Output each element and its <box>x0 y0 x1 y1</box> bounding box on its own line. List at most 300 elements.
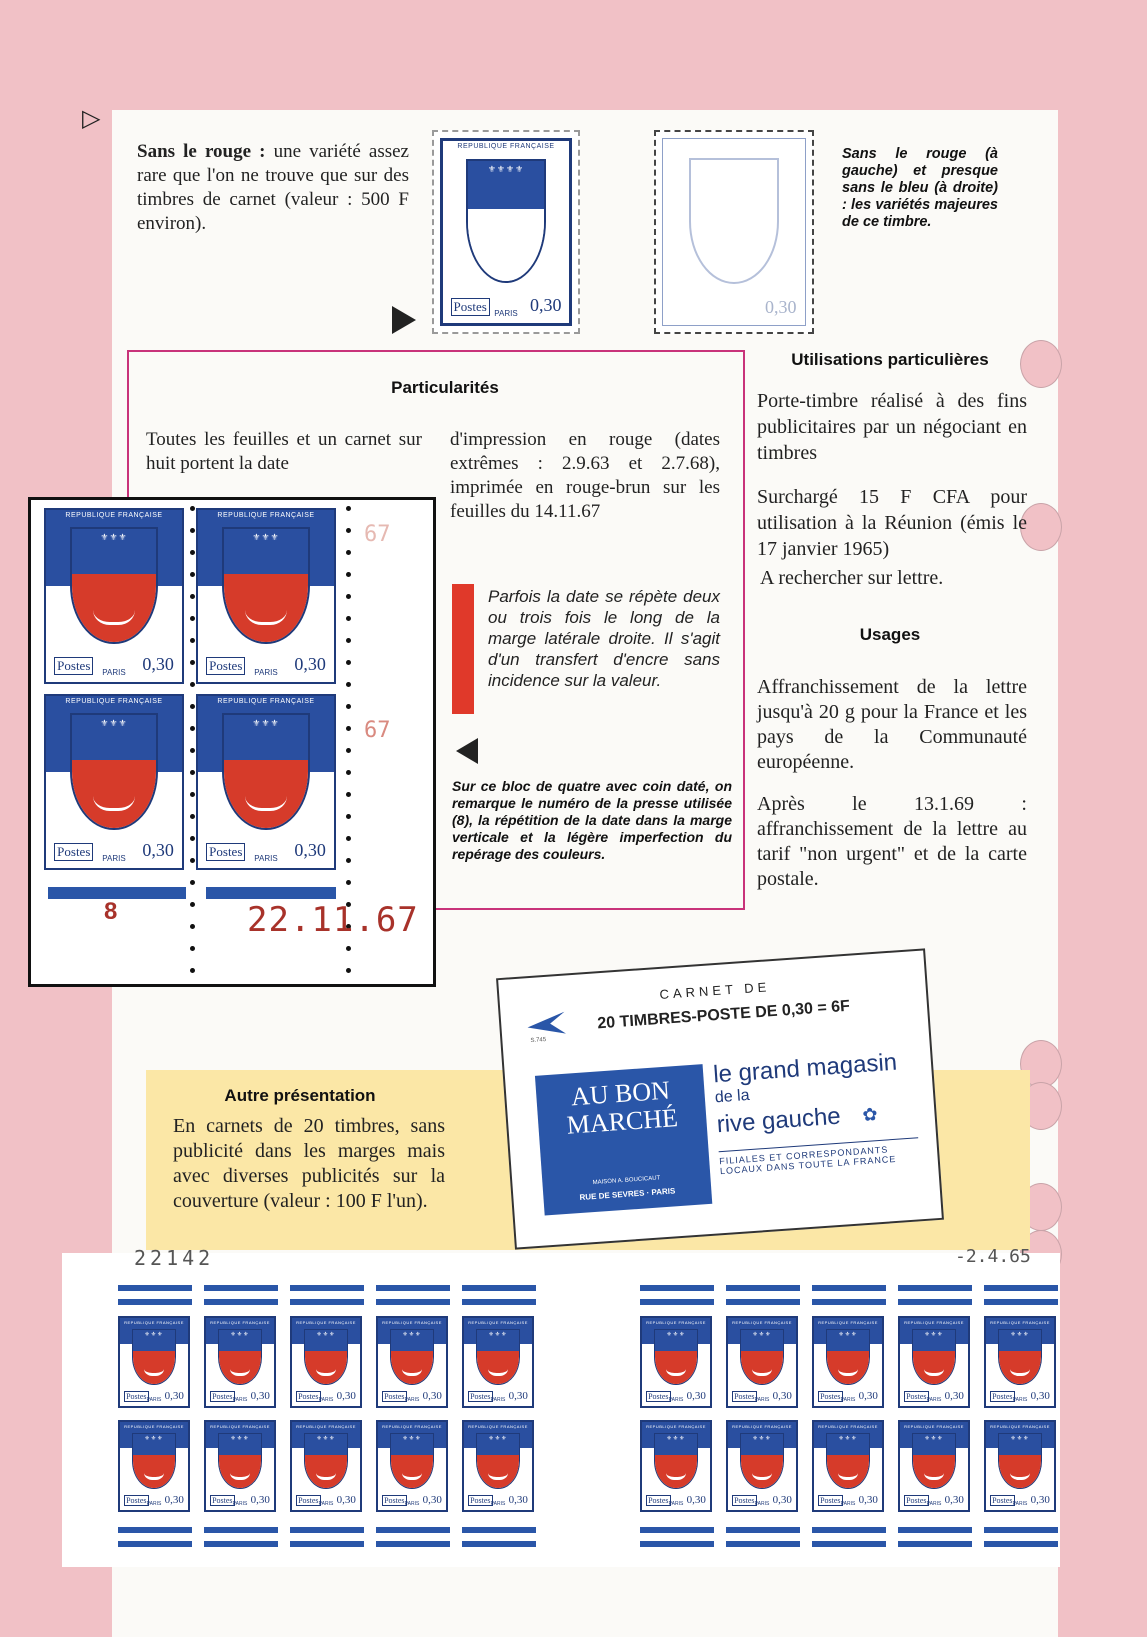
stamp-postes: Postes <box>734 1392 755 1402</box>
fleur-de-lis-icon: ⚜⚜⚜ <box>252 717 280 728</box>
shield-icon <box>304 1433 348 1489</box>
ship-icon <box>245 588 287 625</box>
shield-chief <box>913 1330 955 1352</box>
perforation-dot <box>346 704 351 709</box>
stamp-postes: Postes <box>54 657 93 675</box>
stamp-value: 0,30 <box>508 1494 528 1507</box>
stamp-paris <box>726 1420 798 1512</box>
perforation-dot <box>346 858 351 863</box>
variety-caption: Sans le rouge (à gauche) et presque sans le bleu (à droite) : les variétés majeures de ce timbre. <box>842 146 998 230</box>
stamp-header: REPUBLIQUE FRANÇAISE <box>210 1424 270 1429</box>
stamp-city: PARIS <box>1012 1501 1028 1508</box>
pane-number: 22142 <box>134 1246 215 1270</box>
stamp-header: REPUBLIQUE FRANÇAISE <box>296 1320 356 1325</box>
ship-icon <box>144 1462 165 1480</box>
stamp-city: PARIS <box>254 853 278 863</box>
stamp-paris <box>204 1420 276 1512</box>
shield-field <box>999 1351 1041 1384</box>
shield-chief <box>741 1330 783 1352</box>
stamp-value: 0,30 <box>250 1494 270 1507</box>
intro-text <box>137 140 409 236</box>
shield-chief <box>999 1330 1041 1352</box>
perforation-dot <box>346 946 351 951</box>
stamp-paris <box>812 1316 884 1408</box>
ship-icon <box>245 774 287 811</box>
stamp-postes: Postes <box>298 1496 319 1506</box>
slogan-1: le grand magasin <box>712 1048 898 1089</box>
fleur-de-lis-icon: ⚜⚜⚜ <box>924 1331 944 1338</box>
shield-chief <box>391 1434 433 1456</box>
shield-icon <box>218 1433 262 1489</box>
shield-icon <box>826 1329 870 1385</box>
ship-icon <box>488 1462 509 1480</box>
stamp-value: 0,30 <box>686 1390 706 1403</box>
stamp-postes: Postes <box>212 1496 233 1506</box>
stamp-header: REPUBLIQUE FRANÇAISE <box>904 1320 964 1325</box>
shield-field <box>468 209 545 281</box>
stamp-postes: Postes <box>384 1392 405 1402</box>
ship-icon <box>838 1358 859 1376</box>
fleur-de-lis-icon: ⚜⚜⚜ <box>252 531 280 542</box>
stamp-paris <box>640 1316 712 1408</box>
shield-chief <box>655 1330 697 1352</box>
shield-icon <box>132 1433 176 1489</box>
shield-icon <box>998 1433 1042 1489</box>
ship-icon <box>316 1358 337 1376</box>
perforation-dot <box>346 506 351 511</box>
stamp-postes: Postes <box>206 657 245 675</box>
perforation-dot <box>190 858 195 863</box>
stamp-value: 0,30 <box>422 1494 442 1507</box>
margin-bar <box>376 1285 450 1291</box>
intro-bold: Sans le rouge : <box>137 141 266 162</box>
stamp-paris <box>376 1420 448 1512</box>
fleur-de-lis-icon: ⚜⚜⚜⚜ <box>487 164 525 175</box>
utilisations-p3: A rechercher sur lettre. <box>760 567 944 589</box>
shield-icon <box>466 159 547 283</box>
stamp-city: PARIS <box>232 1397 248 1404</box>
perforation-dot <box>190 594 195 599</box>
margin-bar <box>812 1285 886 1291</box>
stamp-postes: Postes <box>384 1496 405 1506</box>
carnet-cover <box>496 948 944 1249</box>
stamp-city: PARIS <box>1012 1397 1028 1404</box>
fleur-de-lis-icon: ⚜⚜⚜ <box>100 717 128 728</box>
shield-icon <box>476 1329 520 1385</box>
stamp-postes: Postes <box>126 1496 147 1506</box>
fleur-de-lis-icon: ⚜⚜⚜ <box>230 1435 250 1442</box>
bloc-caption: Sur ce bloc de quatre avec coin daté, on remarque le numéro de la presse utilisée (8), la répétition de la date dans la marge verticale et la légère imperfection du repérage des couleurs. <box>452 778 732 862</box>
utilisations-title: Utilisations particulières <box>791 350 989 369</box>
intro-body: une variété assez rare que l'on ne trouve que sur des timbres de carnet (valeur : 500 F environ). <box>137 141 409 234</box>
stamp-paris <box>376 1316 448 1408</box>
perforation-dot <box>190 682 195 687</box>
stamp-frame <box>662 138 806 326</box>
fleur-de-lis-icon: ⚜⚜⚜ <box>488 1435 508 1442</box>
stamp-paris <box>812 1420 884 1512</box>
shield-field <box>999 1455 1041 1488</box>
shield-icon <box>740 1329 784 1385</box>
particularites-col1: Toutes les feuilles et un carnet sur huit portent la date <box>146 429 422 474</box>
stamp-header: REPUBLIQUE FRANÇAISE <box>217 512 315 519</box>
stamp-city: PARIS <box>840 1397 856 1404</box>
margin-bar <box>376 1527 450 1533</box>
ship-icon <box>488 1358 509 1376</box>
stamp-value: 0,30 <box>164 1494 184 1507</box>
shield-chief <box>305 1330 347 1352</box>
perforation-dot <box>346 682 351 687</box>
stamp-city: PARIS <box>232 1501 248 1508</box>
fleur-de-lis-icon: ⚜⚜⚜ <box>1010 1331 1030 1338</box>
ship-icon <box>838 1462 859 1480</box>
margin-bar <box>726 1299 800 1305</box>
perforation-dot <box>190 528 195 533</box>
shield-chief <box>999 1434 1041 1456</box>
carnet-tag: FILIALES ET CORRESPONDANTS LOCAUX DANS TOUTE LA FRANCE <box>719 1137 920 1176</box>
shield-field <box>741 1455 783 1488</box>
stamp-value: 0,30 <box>250 1390 270 1403</box>
fleur-de-lis-icon: ⚜⚜⚜ <box>838 1331 858 1338</box>
stamp-city: PARIS <box>318 1501 334 1508</box>
margin-bar <box>376 1299 450 1305</box>
perforation-dot <box>346 638 351 643</box>
perforation-dot <box>346 748 351 753</box>
margin-bar <box>204 1285 278 1291</box>
press-number: 8 <box>104 898 118 925</box>
stamp-postes: Postes <box>206 843 245 861</box>
margin-date-1: 67 <box>364 522 391 547</box>
shield-icon <box>304 1329 348 1385</box>
usages-title: Usages <box>859 625 921 644</box>
stamp-value: 0,30 <box>142 840 174 861</box>
shield-icon <box>476 1433 520 1489</box>
stamp-paris <box>984 1316 1056 1408</box>
perforation-dot <box>346 770 351 775</box>
ship-icon <box>144 1358 165 1376</box>
stamp-header: REPUBLIQUE FRANÇAISE <box>468 1320 528 1325</box>
margin-bar <box>118 1541 192 1547</box>
margin-bar <box>726 1285 800 1291</box>
shield-field <box>391 1351 433 1384</box>
stamp-value: 0,30 <box>944 1390 964 1403</box>
stamp-value: 0,30 <box>772 1390 792 1403</box>
fleur-de-lis-icon: ⚜⚜⚜ <box>144 1331 164 1338</box>
fleur-de-lis-icon: ⚜⚜⚜ <box>838 1435 858 1442</box>
stamp-postes: Postes <box>906 1496 927 1506</box>
perforation-dot <box>190 770 195 775</box>
shield-field <box>741 1351 783 1384</box>
shield-icon <box>390 1433 434 1489</box>
stamp-header: REPUBLIQUE FRANÇAISE <box>990 1424 1050 1429</box>
perforation-dot <box>346 880 351 885</box>
shield-field <box>655 1455 697 1488</box>
stamp-header: REPUBLIQUE FRANÇAISE <box>990 1320 1050 1325</box>
stamp-city: PARIS <box>404 1397 420 1404</box>
shield-chief <box>913 1434 955 1456</box>
stamp-header: REPUBLIQUE FRANÇAISE <box>124 1424 184 1429</box>
perforation-dot <box>190 924 195 929</box>
ship-icon <box>230 1358 251 1376</box>
stamp-city: PARIS <box>254 667 278 677</box>
shield-field <box>219 1455 261 1488</box>
margin-bar <box>898 1541 972 1547</box>
stamp-header: REPUBLIQUE FRANÇAISE <box>646 1320 706 1325</box>
stamp-value: 0,30 <box>858 1390 878 1403</box>
stamp-postes: Postes <box>470 1496 491 1506</box>
margin-bar <box>984 1527 1058 1533</box>
usages-p1: Affranchissement de la lettre jusqu'à 20 g pour la France et les pays de la Communauté européenne. <box>757 676 1027 773</box>
ship-icon <box>666 1462 687 1480</box>
stamp-value: 0,30 <box>686 1494 706 1507</box>
stamp-postes: Postes <box>648 1496 669 1506</box>
stamp-city: PARIS <box>754 1501 770 1508</box>
perforation-dot <box>346 528 351 533</box>
shield-chief <box>827 1330 869 1352</box>
fleur-de-lis-icon: ⚜⚜⚜ <box>100 531 128 542</box>
fleur-de-lis-icon: ⚜⚜⚜ <box>488 1331 508 1338</box>
particularites-title: Particularités <box>391 378 499 397</box>
stamp-header: REPUBLIQUE FRANÇAISE <box>65 512 163 519</box>
stamp-postes: Postes <box>906 1392 927 1402</box>
margin-bar <box>290 1285 364 1291</box>
utilisations-p1: Porte-timbre réalisé à des fins publicitaires par un négociant en timbres <box>757 390 1027 464</box>
fleur-de-lis-icon: ⚜⚜⚜ <box>316 1435 336 1442</box>
stamp-value: 0,30 <box>164 1390 184 1403</box>
margin-bar <box>898 1285 972 1291</box>
stamp-value: 0,30 <box>764 296 797 317</box>
stamp-paris <box>196 508 336 684</box>
shield-field <box>224 760 307 828</box>
fleur-de-lis-icon: ⚜⚜⚜ <box>752 1331 772 1338</box>
stamp-header: REPUBLIQUE FRANÇAISE <box>443 143 569 150</box>
perforation-dot <box>190 968 195 973</box>
shield-chief <box>827 1434 869 1456</box>
stamp-city: PARIS <box>404 1501 420 1508</box>
margin-bar <box>376 1541 450 1547</box>
perforation-dot <box>190 660 195 665</box>
shield-icon <box>654 1329 698 1385</box>
stamp-city: PARIS <box>146 1501 162 1508</box>
stamp-postes: Postes <box>470 1392 491 1402</box>
brand-sub1: MAISON A. BOUCICAUT <box>592 1175 661 1187</box>
stamp-city: PARIS <box>840 1501 856 1508</box>
stamp-city: PARIS <box>494 308 518 318</box>
margin-bar <box>204 1527 278 1533</box>
pointer-left-icon <box>456 738 478 764</box>
shield-icon <box>218 1329 262 1385</box>
margin-bar <box>204 1541 278 1547</box>
perforation-dot <box>190 946 195 951</box>
shield-chief <box>477 1434 519 1456</box>
arrow-marker-icon: ▷ <box>82 106 101 132</box>
autre-title: Autre présentation <box>224 1086 376 1105</box>
margin-bar <box>984 1285 1058 1291</box>
stamp-city: PARIS <box>926 1397 942 1404</box>
fleur-de-lis-icon: ⚜⚜⚜ <box>402 1331 422 1338</box>
stamp-paris <box>196 694 336 870</box>
shield-chief <box>468 161 545 209</box>
shield-field <box>305 1351 347 1384</box>
stamp-postes: Postes <box>126 1392 147 1402</box>
post-bird-icon <box>527 1012 566 1037</box>
shield-field <box>72 760 155 828</box>
pointer-triangle-icon <box>392 306 416 334</box>
perforation-dot <box>346 726 351 731</box>
margin-bar <box>984 1299 1058 1305</box>
stamp-city: PARIS <box>668 1397 684 1404</box>
fleur-de-lis-icon: ⚜⚜⚜ <box>402 1435 422 1442</box>
ship-icon <box>93 774 135 811</box>
stamp-value: 0,30 <box>336 1494 356 1507</box>
carnet-line1: CARNET DE <box>659 979 771 1002</box>
stamp-city: PARIS <box>668 1501 684 1508</box>
margin-bar <box>812 1541 886 1547</box>
shield-chief <box>305 1434 347 1456</box>
shield-icon <box>912 1329 956 1385</box>
stamp-paris <box>898 1316 970 1408</box>
stamp-value: 0,30 <box>529 294 562 315</box>
stamp-paris <box>984 1420 1056 1512</box>
autre-text: En carnets de 20 timbres, sans publicité dans les marges mais avec diverses publicités sur la couverture (valeur : 100 F l'un). <box>173 1115 445 1212</box>
margin-bar <box>640 1299 714 1305</box>
stamp-postes: Postes <box>298 1392 319 1402</box>
shield-field <box>219 1351 261 1384</box>
shield-field <box>477 1351 519 1384</box>
fleur-de-lis-icon: ⚜⚜⚜ <box>752 1435 772 1442</box>
ship-icon <box>402 1358 423 1376</box>
stamp-city: PARIS <box>490 1501 506 1508</box>
shield-field <box>305 1455 347 1488</box>
stamp-header: REPUBLIQUE FRANÇAISE <box>732 1424 792 1429</box>
perforation-dot <box>190 572 195 577</box>
pane-date: -2.4.65 <box>955 1246 1031 1267</box>
margin-bar <box>204 1299 278 1305</box>
stamp-frame <box>440 138 572 326</box>
shield-field <box>913 1351 955 1384</box>
stamp-postes: Postes <box>734 1496 755 1506</box>
stamp-paris <box>118 1316 190 1408</box>
ship-icon <box>1010 1462 1031 1480</box>
stamp-sans-bleu <box>654 130 814 334</box>
stamp-header: REPUBLIQUE FRANÇAISE <box>904 1424 964 1429</box>
flower-icon: ✿ <box>861 1104 879 1126</box>
perforation-dot <box>190 792 195 797</box>
ship-icon <box>402 1462 423 1480</box>
perforation-dot <box>346 660 351 665</box>
stamp-postes: Postes <box>820 1496 841 1506</box>
ship-icon <box>93 588 135 625</box>
shield-chief <box>219 1434 261 1456</box>
shield-field <box>133 1351 175 1384</box>
stamp-sans-rouge <box>432 130 580 334</box>
stamp-paris <box>640 1420 712 1512</box>
stamp-city: PARIS <box>146 1397 162 1404</box>
margin-bar <box>290 1527 364 1533</box>
binder-hole <box>1020 340 1062 388</box>
stamp-value: 0,30 <box>336 1390 356 1403</box>
stamp-city: PARIS <box>754 1397 770 1404</box>
stamp-header: REPUBLIQUE FRANÇAISE <box>382 1424 442 1429</box>
stamp-header: REPUBLIQUE FRANÇAISE <box>296 1424 356 1429</box>
slogan-3: rive gauche <box>715 1102 842 1139</box>
margin-bar <box>118 1299 192 1305</box>
particularites-note: Parfois la date se répète deux ou trois fois le long de la marge latérale droite. Il s'agit d'un transfert d'encre sans incidence sur la valeur. <box>488 587 720 690</box>
fleur-de-lis-icon: ⚜⚜⚜ <box>1010 1435 1030 1442</box>
stamp-city: PARIS <box>318 1397 334 1404</box>
perforation-dot <box>190 836 195 841</box>
perforation-dot <box>190 726 195 731</box>
shield-chief <box>224 529 307 574</box>
fleur-de-lis-icon: ⚜⚜⚜ <box>230 1331 250 1338</box>
perforation-dot <box>346 814 351 819</box>
fleur-de-lis-icon: ⚜⚜⚜ <box>316 1331 336 1338</box>
perforation-dot <box>190 880 195 885</box>
margin-bar <box>118 1285 192 1291</box>
shield-field <box>72 574 155 642</box>
stamp-value: 0,30 <box>422 1390 442 1403</box>
stamp-header: REPUBLIQUE FRANÇAISE <box>382 1320 442 1325</box>
perforation-dot <box>190 616 195 621</box>
stamp-header: REPUBLIQUE FRANÇAISE <box>210 1320 270 1325</box>
ship-icon <box>316 1462 337 1480</box>
stamp-header: REPUBLIQUE FRANÇAISE <box>124 1320 184 1325</box>
margin-bar <box>462 1541 536 1547</box>
usages-p2: Après le 13.1.69 : affranchissement de la lettre au tarif "non urgent" et de la carte postale. <box>757 793 1027 890</box>
slogan-2: de la <box>714 1086 751 1107</box>
margin-bar <box>812 1299 886 1305</box>
ship-icon <box>924 1358 945 1376</box>
shield-field <box>391 1455 433 1488</box>
ship-icon <box>924 1462 945 1480</box>
shield-field <box>655 1351 697 1384</box>
ship-icon <box>230 1462 251 1480</box>
shield-field <box>477 1455 519 1488</box>
margin-bar <box>640 1541 714 1547</box>
stamp-value: 0,30 <box>294 840 326 861</box>
perforation-dot <box>190 638 195 643</box>
fleur-de-lis-icon: ⚜⚜⚜ <box>666 1331 686 1338</box>
ship-icon <box>1010 1358 1031 1376</box>
au-bon-marche-logo <box>535 1064 712 1215</box>
stamp-header: REPUBLIQUE FRANÇAISE <box>217 698 315 705</box>
shield-chief <box>72 715 155 760</box>
stamp-value: 0,30 <box>858 1494 878 1507</box>
stamp-value: 0,30 <box>772 1494 792 1507</box>
perforation-dot <box>346 550 351 555</box>
margin-bar <box>118 1527 192 1533</box>
shield-field <box>224 574 307 642</box>
stamp-header: REPUBLIQUE FRANÇAISE <box>818 1320 878 1325</box>
shield-icon <box>70 527 157 644</box>
particularites-col2: d'impression en rouge (dates extrêmes : 2.9.63 et 2.7.68), imprimée en rouge-brun sur les feuilles du 14.11.67 <box>450 429 720 522</box>
margin-date-2: 67 <box>364 718 391 743</box>
stamp-value: 0,30 <box>294 654 326 675</box>
perforation-dot <box>190 506 195 511</box>
shield-field <box>133 1455 175 1488</box>
shield-icon <box>222 527 309 644</box>
stamp-header: REPUBLIQUE FRANÇAISE <box>468 1424 528 1429</box>
margin-bar <box>984 1541 1058 1547</box>
stamp-value: 0,30 <box>1030 1390 1050 1403</box>
shield-chief <box>391 1330 433 1352</box>
ship-icon <box>752 1358 773 1376</box>
margin-bar <box>462 1299 536 1305</box>
fleur-de-lis-icon: ⚜⚜⚜ <box>924 1435 944 1442</box>
stamp-paris <box>462 1420 534 1512</box>
stamp-paris <box>118 1420 190 1512</box>
perforation-dot <box>190 748 195 753</box>
shield-icon <box>132 1329 176 1385</box>
